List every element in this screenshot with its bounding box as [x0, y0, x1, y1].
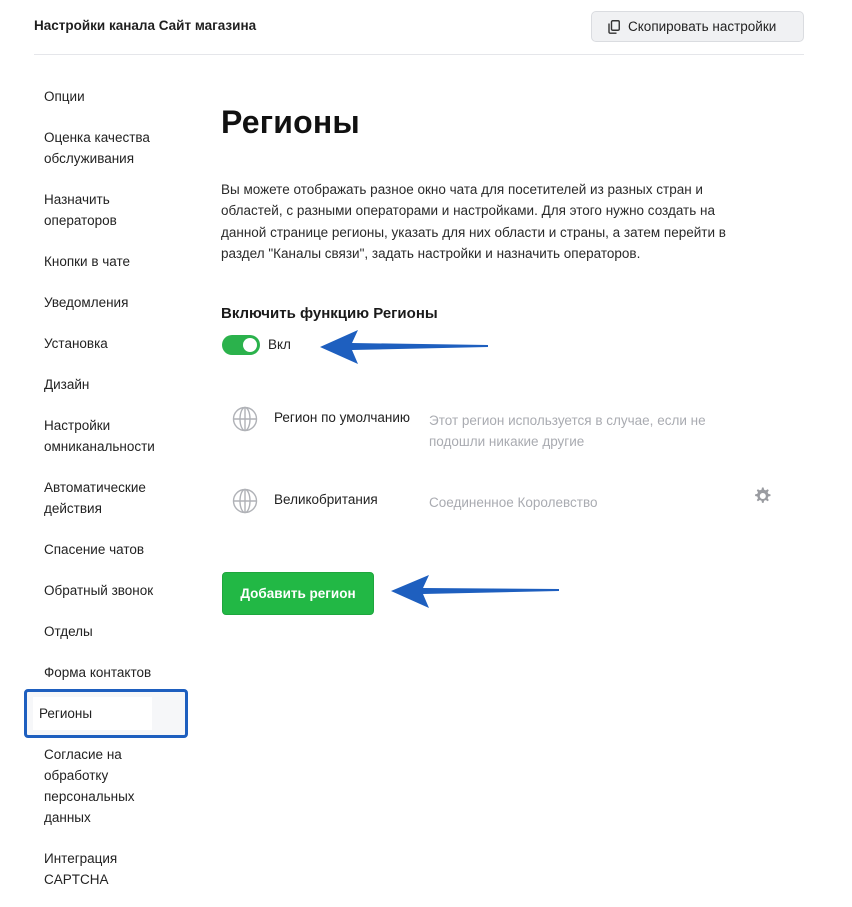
region-description: Соединенное Королевство	[429, 495, 598, 510]
copy-settings-label: Скопировать настройки	[628, 19, 777, 34]
page-header-title: Настройки канала Сайт магазина	[34, 18, 257, 33]
annotation-arrow-icon	[389, 573, 561, 611]
sidebar-item-regions-label: Регионы	[33, 697, 152, 730]
sidebar-item-data-consent[interactable]: Согласие на обработку персональных данных	[44, 747, 135, 825]
sidebar-item-notifications[interactable]: Уведомления	[44, 295, 129, 310]
toggle-knob	[243, 338, 257, 352]
sidebar-item-design[interactable]: Дизайн	[44, 377, 90, 392]
globe-icon	[232, 406, 258, 432]
sidebar-item-chat-rescue[interactable]: Спасение чатов	[44, 542, 145, 557]
region-row-default[interactable]	[221, 406, 781, 456]
sidebar-item-captcha[interactable]: Интеграция CAPTCHA	[44, 851, 118, 887]
annotation-arrow-icon	[318, 328, 490, 366]
sidebar-item-callback[interactable]: Обратный звонок	[44, 583, 154, 598]
region-row-uk[interactable]	[221, 488, 781, 538]
page-description: Вы можете отображать разное окно чата для посетителей из разных стран и областей, с разными операторами и настройками. Для этого нужно создать на данной странице регионы, указать для них области и страны, а затем перейти в раздел "Каналы связи", задать настройки и назначить операторов.	[221, 182, 726, 261]
copy-settings-button[interactable]	[591, 11, 804, 42]
globe-icon	[232, 488, 258, 514]
regions-toggle[interactable]	[222, 335, 260, 355]
feature-title: Включить функцию Регионы	[221, 305, 438, 322]
sidebar-item-options[interactable]: Опции	[44, 89, 85, 104]
sidebar-item-quality-rating[interactable]: Оценка качества обслуживания	[44, 130, 150, 166]
sidebar-item-installation[interactable]: Установка	[44, 336, 108, 351]
copy-icon	[608, 20, 620, 34]
region-name: Регион по умолчанию	[274, 410, 411, 425]
sidebar-item-regions[interactable]	[24, 689, 188, 738]
page-title: Регионы	[221, 104, 360, 140]
add-region-button[interactable]: Добавить регион	[222, 572, 374, 615]
sidebar-item-assign-operators[interactable]: Назначить операторов	[44, 192, 117, 228]
sidebar-item-contact-form[interactable]: Форма контактов	[44, 665, 152, 680]
sidebar-item-departments[interactable]: Отделы	[44, 624, 93, 639]
header	[0, 0, 852, 55]
sidebar-item-omnichannel[interactable]: Настройки омниканальности	[44, 418, 155, 454]
sidebar-item-chat-buttons[interactable]: Кнопки в чате	[44, 254, 131, 269]
header-divider	[34, 54, 804, 55]
gear-icon[interactable]	[752, 486, 772, 506]
region-name: Великобритания	[274, 492, 378, 507]
sidebar-item-automatic-actions[interactable]: Автоматические действия	[44, 480, 146, 516]
toggle-label: Вкл	[268, 337, 291, 352]
region-description: Этот регион используется в случае, если не подошли никакие другие	[429, 413, 706, 449]
